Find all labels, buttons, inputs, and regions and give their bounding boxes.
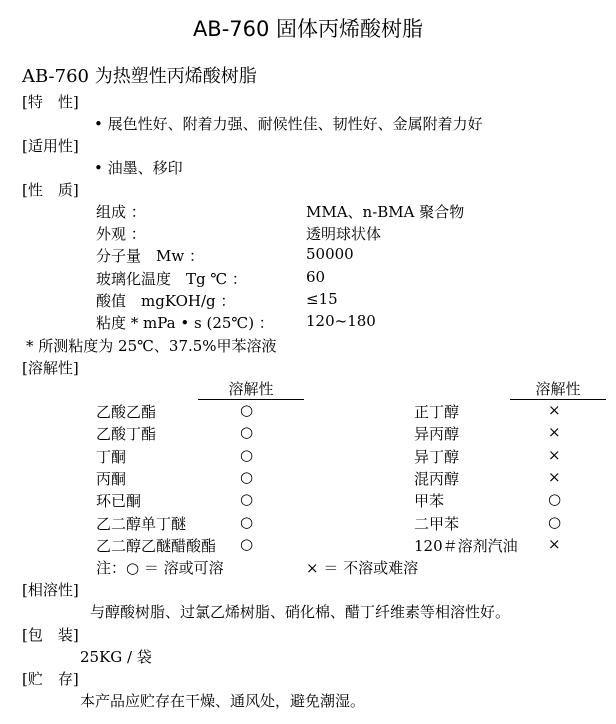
solvent-name: 乙酸丁酯 (96, 425, 157, 444)
solubility-mark: × (548, 445, 561, 464)
solubility-mark: ○ (240, 401, 254, 419)
solvent-name: 正丁醇 (414, 403, 460, 421)
solvent-name: 乙二醇单丁醚 (96, 514, 187, 533)
solvent-name: 丙酮 (96, 469, 127, 488)
solubility-mark: ○ (240, 445, 254, 464)
viscosity-note: * 所测粘度为 25℃、37.5%甲苯溶液 (26, 337, 277, 355)
document-title: AB-760 固体丙烯酸树脂 (192, 17, 424, 41)
storage-heading: [贮 存] (22, 670, 79, 688)
solvent-name: 混丙醇 (414, 469, 460, 488)
property-label: 外观 ： (96, 225, 146, 244)
solubility-note-soluble: 注：○ ＝ 溶或可溶 (96, 559, 224, 577)
features-heading: [特 性] (22, 93, 79, 111)
solubility-mark: × (548, 467, 561, 486)
solubility-mark: × (548, 534, 561, 553)
solubility-mark: ○ (548, 512, 562, 531)
property-value: ≤15 (306, 289, 338, 308)
applications-heading: [适用性] (22, 137, 79, 155)
solubility-mark: ○ (548, 490, 562, 509)
solubility-mark: ○ (240, 490, 254, 509)
solubility-note-insoluble: × ＝ 不溶或难溶 (306, 559, 419, 577)
packaging-text: 25KG / 袋 (80, 648, 152, 666)
product-subtitle: AB-760 为热塑性丙烯酸树脂 (22, 66, 257, 87)
compatibility-heading: [相溶性] (22, 581, 79, 599)
solubility-mark: ○ (240, 467, 254, 486)
property-label: 组成 ： (96, 203, 146, 221)
property-label: 酸值 mgKOH/g ： (96, 291, 236, 310)
solvent-name: 丁酮 (96, 447, 127, 466)
storage-text: 本产品应贮存在干燥、通风处，避免潮湿。 (80, 692, 366, 710)
property-value: MMA、n-BMA 聚合物 (306, 203, 465, 221)
features-text: • 展色性好、附着力强、耐候性佳、韧性好、金属附着力好 (94, 115, 483, 133)
solvent-name: 二甲苯 (414, 514, 460, 533)
solvent-name: 乙酸乙酯 (96, 403, 157, 421)
property-label: 分子量 Mw ： (96, 247, 204, 266)
property-value: 50000 (306, 245, 354, 264)
solubility-mark: × (548, 423, 561, 442)
solvent-name: 120＃溶剂汽油 (414, 536, 518, 555)
solubility-col-header-right: 溶解性 (510, 378, 606, 400)
packaging-heading: [包 装] (22, 626, 79, 644)
property-value: 透明球状体 (306, 225, 382, 244)
solubility-mark: ○ (240, 512, 254, 531)
solvent-name: 甲苯 (414, 492, 445, 511)
property-label: 玻璃化温度 Tg ℃ ： (96, 269, 247, 288)
solvent-name: 环已酮 (96, 492, 142, 511)
properties-heading: [性 质] (22, 181, 79, 199)
solvent-name: 异丁醇 (414, 447, 460, 466)
property-label: 粘度 * mPa • s (25℃) ： (96, 314, 274, 332)
solubility-mark: × (548, 401, 561, 419)
applications-text: • 油墨、移印 (94, 159, 183, 177)
solubility-mark: ○ (240, 534, 254, 553)
solubility-col-header-left: 溶解性 (198, 378, 304, 400)
property-value: 60 (306, 267, 326, 286)
solubility-mark: ○ (240, 423, 254, 442)
solvent-name: 异丙醇 (414, 425, 460, 444)
solubility-heading: [溶解性] (22, 359, 79, 377)
property-value: 120~180 (306, 312, 376, 330)
compatibility-text: 与醇酸树脂、过氯乙烯树脂、硝化棉、醋丁纤维素等相溶性好。 (90, 603, 511, 621)
solvent-name: 乙二醇乙醚醋酸酯 (96, 536, 217, 555)
